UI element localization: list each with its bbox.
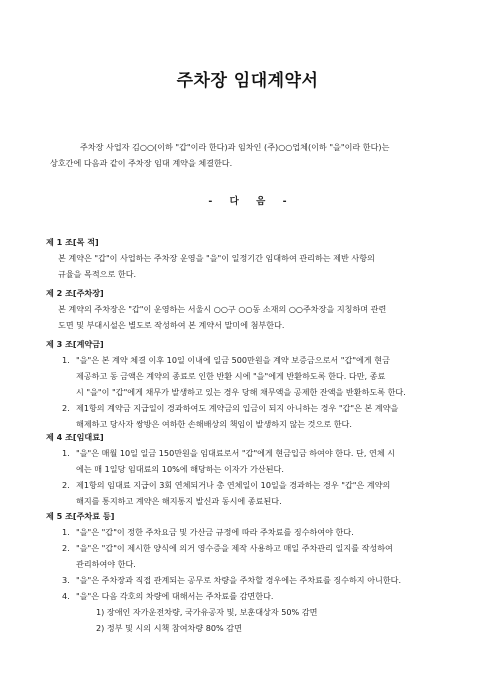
clause-line: "을"은 주차장과 직접 관계되는 공무로 차량을 주차할 경우에는 주차료를 징수하지 아니한다.	[76, 575, 402, 585]
article-title: 제 2 조[주차장]	[46, 288, 104, 298]
clause-number: 1.	[62, 527, 70, 537]
intro-line: 상호간에 다음과 같이 주차장 임대 계약을 체결한다.	[50, 158, 233, 168]
clause-number: 4.	[62, 591, 70, 601]
clause	[58, 445, 476, 477]
clause-number: 2.	[62, 403, 70, 413]
intro-paragraph	[50, 139, 470, 171]
clause-line: 해제하고 당사자 쌍방은 여하한 손해배상의 책임이 발생하지 않는 것으로 한다.	[76, 419, 352, 429]
article-line: 본 계약은 "갑"이 사업하는 주차장 운영을 "을"이 일정기간 임대하여 관리하는 제반 사항의	[58, 253, 375, 263]
clause-number: 2.	[62, 543, 70, 553]
clause-line: 시 "을"이 "갑"에게 채무가 발생하고 있는 경우 당해 채무액을 공제한 잔액을 반환하도록 한다.	[76, 387, 406, 397]
article-title: 제 5 조[주차료 등]	[46, 511, 115, 521]
article-4	[46, 429, 476, 509]
article-line: 도면 및 부대시설은 별도로 작성하여 본 계약서 말미에 첨부한다.	[58, 320, 285, 330]
clause-number: 1.	[62, 355, 70, 365]
article-body	[46, 250, 476, 282]
clause-line: 해지를 통지하고 계약은 해지통지 발신과 동시에 종료된다.	[76, 496, 282, 506]
article-title: 제 3 조[계약금]	[46, 339, 104, 349]
clause	[58, 588, 476, 636]
intro-line: 주차장 사업자 김○○(이하 "갑"이라 한다)과 임차인 (주)○○업체(이하 "을"이라 한다)는	[80, 142, 390, 152]
article-line: 규율을 목적으로 한다.	[58, 269, 137, 279]
document-title: 주차장 임대계약서	[176, 71, 319, 91]
clause-line: 제공하고 동 금액은 계약의 종료로 인한 반환 시에 "을"에게 반환하도록 한다. 다만, 종료	[76, 371, 386, 381]
clause	[58, 524, 476, 540]
dagum-heading: - 다 음 -	[208, 196, 287, 207]
article-2	[46, 285, 476, 333]
clause-number: 2.	[62, 480, 70, 490]
clause-line: 제1항의 임대료 지급이 3회 연체되거나 총 연체일이 10일을 경과하는 경우 "갑"은 계약의	[76, 480, 391, 490]
article-5	[46, 508, 476, 636]
article-3	[46, 336, 476, 432]
clause	[58, 540, 476, 572]
clause-line: 에는 매 1일당 임대료의 10%에 해당하는 이자가 가산된다.	[76, 464, 284, 474]
sub-clause: 1) 장애인 자가운전차량, 국가유공자 및, 보훈대상자 50% 감면	[96, 607, 318, 617]
article-body	[46, 524, 476, 636]
article-body	[46, 352, 476, 432]
article-body	[46, 445, 476, 509]
sub-clause: 2) 정부 및 시의 시책 참여차량 80% 감면	[96, 623, 242, 633]
clause	[58, 352, 476, 400]
article-line: 본 계약의 주차장은 "갑"이 운영하는 서울시 ○○구 ○○동 소재의 ○○주차장을 지칭하며 관련	[58, 304, 387, 314]
clause-line: "을"은 "갑"이 정한 주차요금 및 가산금 규정에 따라 주차료를 징수하여야 한다.	[76, 527, 354, 537]
clause	[58, 477, 476, 509]
clause-line: "을"은 매월 10일 일금 150만원을 임대료로서 "갑"에게 현금입금 하여야 한다. 단, 연체 시	[76, 448, 396, 458]
article-body	[46, 301, 476, 333]
clause-line: 제1항의 계약금 지급일이 경과하여도 계약금의 입금이 되지 아니하는 경우 "갑"은 본 계약을	[76, 403, 399, 413]
clause-line: "을"은 본 계약 체결 이후 10일 이내에 일금 500만원을 계약 보증금으로서 "갑"에게 현금	[76, 355, 390, 365]
clause-number: 1.	[62, 448, 70, 458]
clause-number: 3.	[62, 575, 70, 585]
clause	[58, 400, 476, 432]
clause-line: "을"은 "갑"이 제시한 양식에 의거 영수증을 제작 사용하고 매일 주차관리 일지를 작성하여	[76, 543, 393, 553]
clause-line: 관리하여야 한다.	[76, 559, 136, 569]
article-title: 제 4 조[임대료]	[46, 432, 104, 442]
clause-line: "을"은 다음 각호의 차량에 대해서는 주차료를 감면한다.	[76, 591, 274, 601]
article-1	[46, 234, 476, 282]
clause	[58, 572, 476, 588]
article-title: 제 1 조[목 적]	[46, 237, 99, 247]
